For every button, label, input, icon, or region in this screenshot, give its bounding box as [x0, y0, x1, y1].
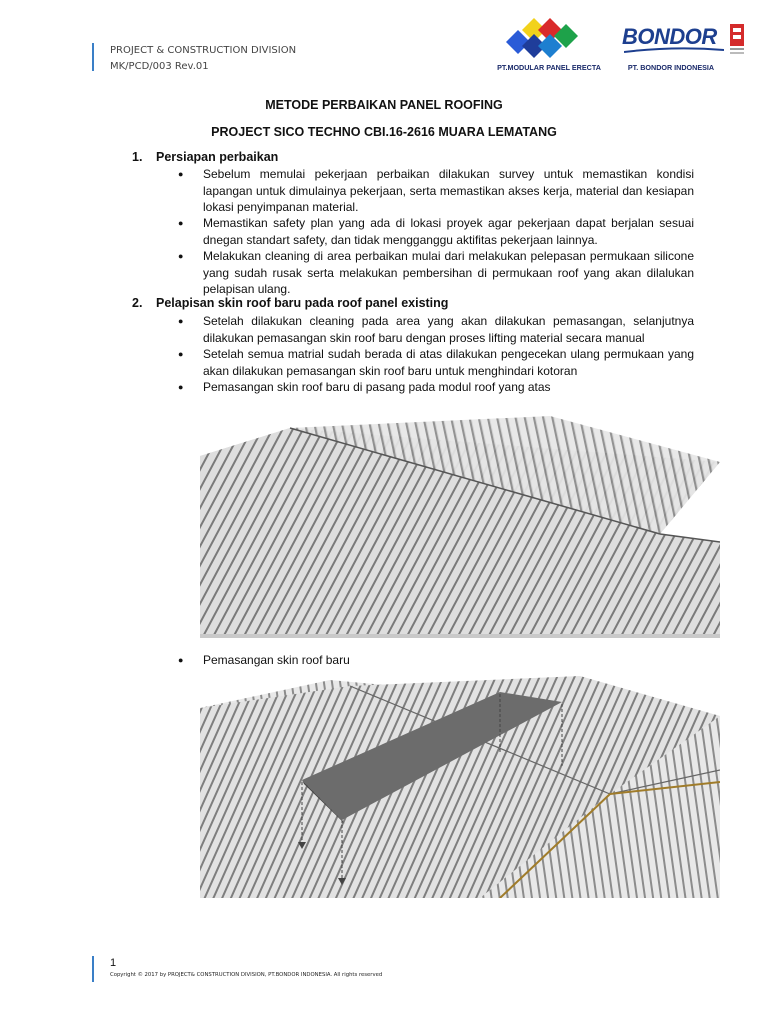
bondor-logo	[616, 18, 750, 72]
bullet-dot-icon: ●	[178, 251, 184, 261]
bondor-emblem-icon	[728, 22, 748, 58]
bondor-caption: PT. BONDOR INDONESIA	[627, 63, 715, 72]
bullet-dot-icon: ●	[178, 382, 184, 392]
section-heading	[132, 150, 278, 164]
section-title: Persiapan perbaikan	[156, 150, 279, 164]
section-number: 1.	[132, 150, 143, 164]
header-text	[110, 43, 296, 75]
division-name: PROJECT & CONSTRUCTION DIVISION	[110, 45, 297, 56]
bullet-item	[178, 215, 694, 248]
bullet-dot-icon: ●	[178, 218, 184, 228]
bondor-wordmark: BONDOR	[622, 24, 717, 49]
section-heading	[132, 296, 448, 310]
erecta-diamonds-icon	[488, 16, 610, 62]
bullet-text: Sebelum memulai pekerjaan perbaikan dilakukan survey untuk memastikan kondisi lapangan untuk dimulainya pekerjaan, serta memastikan akses kerja, material dan kesiapan lokasi penyimpanan material.	[203, 167, 694, 214]
bullet-item	[178, 652, 694, 669]
erecta-caption: PT.MODULAR PANEL ERECTA	[497, 63, 601, 72]
page-number: 1	[110, 957, 117, 969]
bullet-text: Pemasangan skin roof baru di pasang pada modul roof yang atas	[203, 380, 551, 394]
bullet-item	[178, 313, 694, 346]
bullet-text: Setelah dilakukan cleaning pada area yang akan dilakukan pemasangan, selanjutnya dilakukan pemasangan skin roof baru dengan proses lifting material secara manual	[203, 314, 694, 345]
bondor-swoosh-icon	[624, 46, 724, 54]
bullet-dot-icon: ●	[178, 316, 184, 326]
bullet-item	[178, 166, 694, 216]
copyright-notice: Copyright © 2017 by PROJECT& CONSTRUCTION DIVISION, PT.BONDOR INDONESIA. All rights reserved	[110, 972, 383, 978]
roof-panel-illustration-1	[200, 410, 720, 638]
roof-panel-illustration-2	[200, 670, 720, 898]
section-title: Pelapisan skin roof baru pada roof panel existing	[156, 296, 449, 310]
bullet-item	[178, 346, 694, 379]
footer-accent-bar	[92, 956, 94, 982]
document-code: MK/PCD/003 Rev.01	[110, 61, 209, 72]
section-number: 2.	[132, 296, 143, 310]
bullet-item	[178, 248, 694, 298]
bullet-dot-icon: ●	[178, 655, 184, 665]
bullet-text: Pemasangan skin roof baru	[203, 653, 350, 667]
header-accent-bar	[92, 43, 94, 71]
project-subtitle: PROJECT SICO TECHNO CBI.16-2616 MUARA LEMATANG	[211, 125, 557, 139]
bullet-text: Setelah semua matrial sudah berada di atas dilakukan pengecekan ulang permukaan yang akan dilakukan pemasangan skin roof baru untuk menghindari kotoran	[203, 347, 694, 378]
bullet-text: Melakukan cleaning di area perbaikan mulai dari melakukan pelepasan permukaan silicone yang sudah rusak serta melakukan pembersihan di permukaan roof yang akan dilalukan pelapisan ulang.	[203, 249, 694, 296]
document-title: METODE PERBAIKAN PANEL ROOFING	[265, 98, 503, 112]
bullet-dot-icon: ●	[178, 349, 184, 359]
bullet-text: Memastikan safety plan yang ada di lokasi proyek agar pekerjaan dapat berjalan sesuai dnegan standart safety, dan tidak mengganggu aktifitas pekerjaan lainnya.	[203, 216, 694, 247]
bullet-dot-icon: ●	[178, 169, 184, 179]
bullet-item	[178, 379, 694, 396]
erecta-logo	[488, 16, 610, 72]
